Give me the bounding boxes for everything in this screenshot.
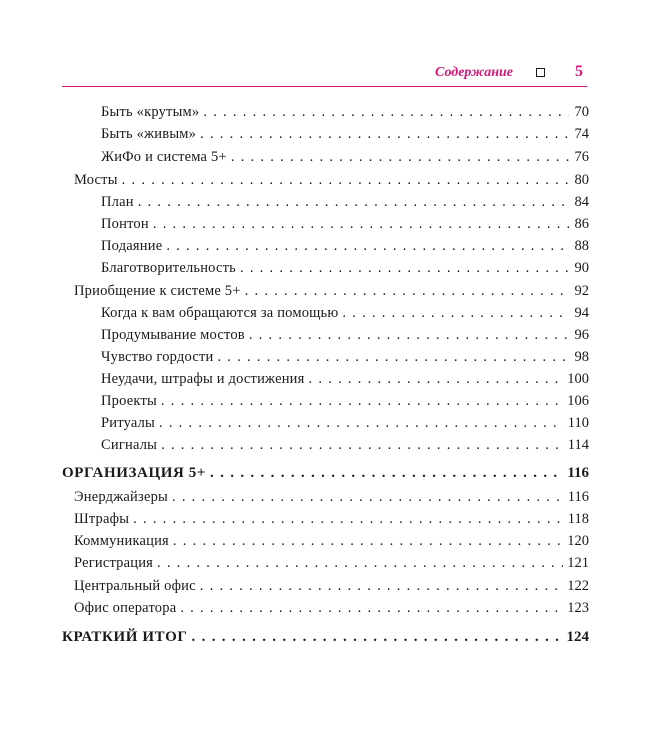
toc-entry-label: План xyxy=(101,194,134,210)
toc-entry-label: Коммуникация xyxy=(74,533,169,549)
page-number: 5 xyxy=(575,63,583,80)
dot-leader xyxy=(159,413,564,433)
toc-entry-page: 70 xyxy=(574,104,589,120)
toc-section-heading[interactable] xyxy=(62,627,589,647)
toc-entry-label: Продумывание мостов xyxy=(101,327,245,343)
toc-entry-page: 123 xyxy=(567,600,589,616)
toc-entry-page: 94 xyxy=(574,305,589,321)
dot-leader xyxy=(172,487,564,507)
toc-entry-label: Чувство гордости xyxy=(101,349,214,365)
toc-entry-label: Понтон xyxy=(101,216,149,232)
toc-entry-page: 106 xyxy=(567,393,589,409)
toc-entry[interactable] xyxy=(101,303,589,323)
dot-leader xyxy=(231,147,569,167)
toc-entry-page: 74 xyxy=(574,126,589,142)
toc-entry-page: 80 xyxy=(574,172,589,188)
toc-entry-page: 88 xyxy=(574,238,589,254)
dot-leader xyxy=(245,281,569,301)
toc-entry-page: 92 xyxy=(574,283,589,299)
toc-entry-page: 76 xyxy=(574,149,589,165)
dot-leader xyxy=(157,553,563,573)
toc-entry-label: Неудачи, штрафы и достижения xyxy=(101,371,305,387)
toc-entry[interactable] xyxy=(74,487,589,507)
dot-leader xyxy=(180,598,563,618)
toc-entry[interactable] xyxy=(74,281,589,301)
toc-entry-label: Подаяние xyxy=(101,238,163,254)
toc-entry-label: Быть «крутым» xyxy=(101,104,200,120)
dot-leader xyxy=(161,391,563,411)
dot-leader xyxy=(192,627,563,647)
toc-entry[interactable] xyxy=(101,325,589,345)
dot-leader xyxy=(153,214,569,234)
toc-entry-label: Центральный офис xyxy=(74,578,196,594)
toc-entry-page: 100 xyxy=(567,371,589,387)
toc-entry-page: 98 xyxy=(574,349,589,365)
toc-entry-page: 90 xyxy=(574,260,589,276)
toc-entry[interactable] xyxy=(101,258,589,278)
toc-entry-page: 118 xyxy=(567,511,589,527)
toc-entry-label: Быть «живым» xyxy=(101,126,197,142)
section-title: Содержание xyxy=(435,65,513,80)
toc-entry-label: Офис оператора xyxy=(74,600,177,616)
toc-entry-page: 120 xyxy=(567,533,589,549)
toc-entry-page: 116 xyxy=(567,489,589,505)
toc-entry-label: Регистрация xyxy=(74,555,154,571)
toc-entry-page: 122 xyxy=(567,578,589,594)
dot-leader xyxy=(203,102,569,122)
dot-leader xyxy=(210,463,563,483)
toc-entry-label: ЖиФо и система 5+ xyxy=(101,149,227,165)
toc-entry[interactable] xyxy=(101,413,589,433)
toc-entry-label: Приобщение к системе 5+ xyxy=(74,283,241,299)
toc-entry[interactable] xyxy=(101,147,589,167)
toc-entry[interactable] xyxy=(74,531,589,551)
toc-entry[interactable] xyxy=(74,598,589,618)
toc-entry-page: 124 xyxy=(566,629,589,645)
toc-entry-label: Ритуалы xyxy=(101,415,155,431)
toc-entry-label: ОРГАНИЗАЦИЯ 5+ xyxy=(62,465,207,481)
toc-entry-label: Сигналы xyxy=(101,437,158,453)
toc-entry[interactable] xyxy=(74,553,589,573)
toc-entry[interactable] xyxy=(101,236,589,256)
dot-leader xyxy=(161,435,564,455)
toc-entry-page: 84 xyxy=(574,194,589,210)
dot-leader xyxy=(217,347,569,367)
toc-entry[interactable] xyxy=(101,391,589,411)
toc-entry[interactable] xyxy=(101,192,589,212)
dot-leader xyxy=(200,124,569,144)
dot-leader xyxy=(138,192,569,212)
toc-entry[interactable] xyxy=(101,102,589,122)
toc-entry-label: Мосты xyxy=(74,172,118,188)
toc-entry-label: Энерджайзеры xyxy=(74,489,168,505)
toc-entry[interactable] xyxy=(101,124,589,144)
toc-entry-page: 96 xyxy=(574,327,589,343)
toc-entry-label: Проекты xyxy=(101,393,157,409)
toc-entry-page: 86 xyxy=(574,216,589,232)
toc-entry[interactable] xyxy=(101,369,589,389)
toc-entry-page: 121 xyxy=(567,555,589,571)
dot-leader xyxy=(166,236,569,256)
toc-entry[interactable] xyxy=(74,509,589,529)
square-bullet-icon xyxy=(536,68,545,77)
dot-leader xyxy=(200,576,563,596)
dot-leader xyxy=(342,303,569,323)
toc-entry-label: КРАТКИЙ ИТОГ xyxy=(62,629,188,645)
dot-leader xyxy=(122,170,569,190)
toc-entry-label: Штрафы xyxy=(74,511,130,527)
dot-leader xyxy=(309,369,564,389)
dot-leader xyxy=(133,509,564,529)
toc-entry-page: 110 xyxy=(567,415,589,431)
toc-entry-page: 116 xyxy=(567,465,589,481)
dot-leader xyxy=(173,531,563,551)
toc-entry[interactable] xyxy=(74,576,589,596)
toc-entry[interactable] xyxy=(101,347,589,367)
toc-section-heading[interactable] xyxy=(62,463,589,483)
toc-entry[interactable] xyxy=(74,170,589,190)
toc-entry-label: Благотворительность xyxy=(101,260,236,276)
dot-leader xyxy=(249,325,569,345)
running-header xyxy=(62,62,587,87)
toc-entry[interactable] xyxy=(101,214,589,234)
toc-entry-label: Когда к вам обращаются за помощью xyxy=(101,305,339,321)
dot-leader xyxy=(240,258,569,278)
toc-entry-page: 114 xyxy=(567,437,589,453)
toc-entry[interactable] xyxy=(101,435,589,455)
